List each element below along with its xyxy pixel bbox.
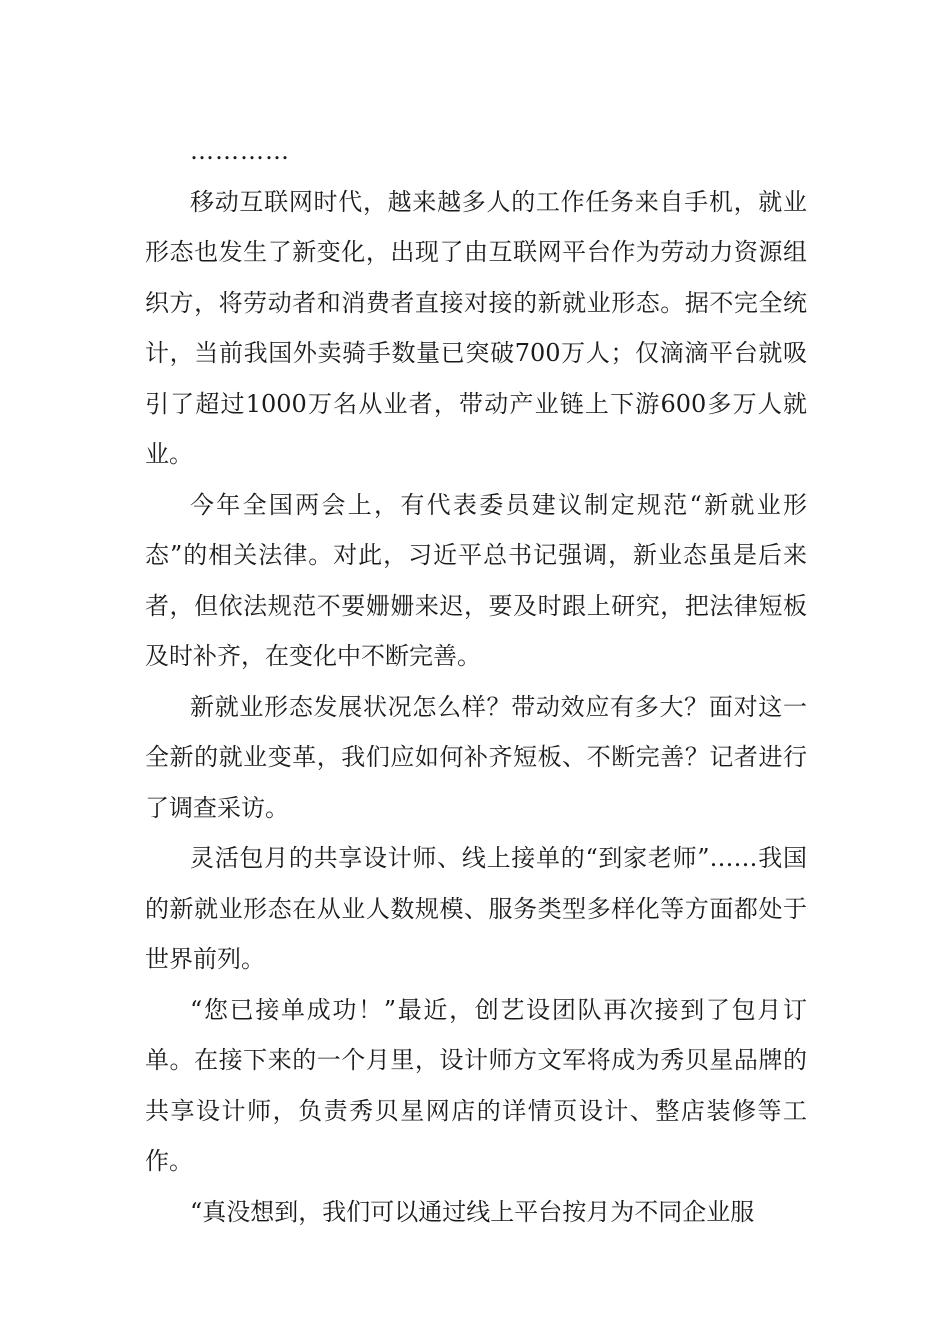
paragraph-6: “真没想到，我们可以通过线上平台按月为不同企业服 xyxy=(190,1197,755,1226)
leading-ellipsis: ………… xyxy=(190,137,290,165)
paragraph-1: 移动互联网时代，越来越多人的工作任务来自手机，就业形态也发生了新变化，出现了由互联网平台作为劳动力资源组织方，将劳动者和消费者直接对接的新就业形态。据不完全统计，当前我国外卖骑手数量已突破700万人；仅滴滴平台就吸引了超过1000万名从业者，带动产业链上下游600多万人就业。 xyxy=(145,187,807,468)
paragraph-3: 新就业形态发展状况怎么样？带动效应有多大？面对这一全新的就业变革，我们应如何补齐短板、不断完善？记者进行了调查采访。 xyxy=(145,692,807,822)
paragraph-2: 今年全国两会上，有代表委员建议制定规范“新就业形态”的相关法律。对此，习近平总书记强调，新业态虽是后来者，但依法规范不要姗姗来迟，要及时跟上研究，把法律短板及时补齐，在变化中不断完善。 xyxy=(145,490,807,670)
paragraph-4: 灵活包月的共享设计师、线上接单的“到家老师”……我国的新就业形态在从业人数规模、服务类型多样化等方面都处于世界前列。 xyxy=(145,844,807,973)
document-body xyxy=(145,126,807,1237)
paragraph-5: “您已接单成功！”最近，创艺设团队再次接到了包月订单。在接下来的一个月里，设计师方文军将成为秀贝星品牌的共享设计师，负责秀贝星网店的详情页设计、整店装修等工作。 xyxy=(145,995,807,1175)
